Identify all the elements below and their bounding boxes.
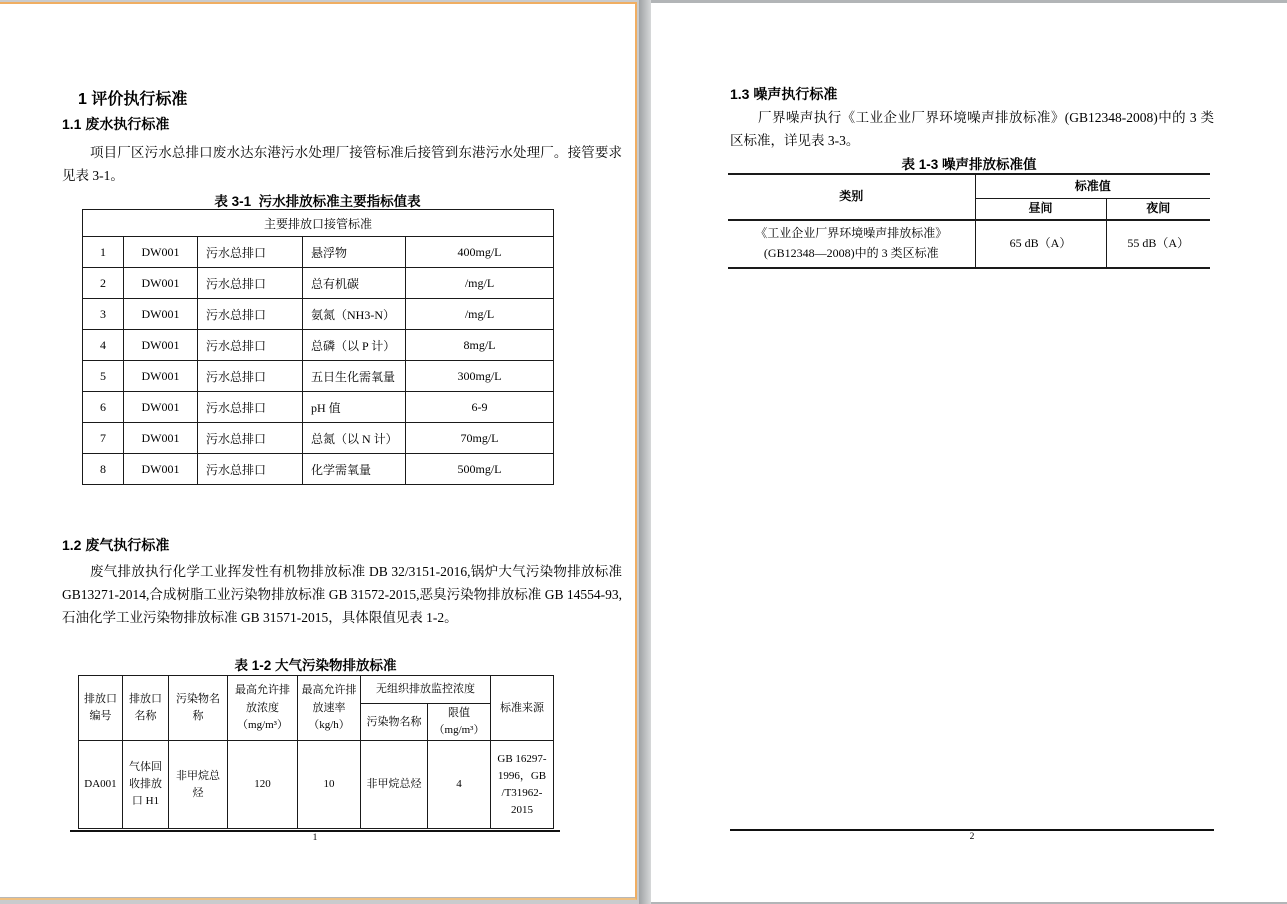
section-1-3-heading: 1.3 噪声执行标准 <box>730 86 838 102</box>
cell-source: GB 16297-1996，GB /T31962-2015 <box>491 741 554 829</box>
section-1-2-paragraph: 废气排放执行化学工业挥发性有机物排放标准 DB 32/3151-2016,锅炉大气污染物排放标准 GB13271-2014,合成树脂工业污染物排放标准 GB 31572-2015,恶臭污染物排放标准 GB 14554-93,石油化学工业污染物排放标准 GB 31571-2015，具体限值见表 1-2。 <box>62 564 622 625</box>
cell-noise-category: 《工业企业厂界环境噪声排放标准》 (GB12348—2008)中的 3 类区标准 <box>728 220 975 268</box>
section-1-3-paragraph: 厂界噪声执行《工业企业厂界环境噪声排放标准》(GB12348-2008)中的 3 类区标准，详见表 3-3。 <box>730 110 1214 148</box>
col-header-fugitive-pollutant: 污染物名称 <box>361 704 428 741</box>
cell-outlet-name: 气体回收排放口 H1 <box>123 741 169 829</box>
col-header-max-concentration: 最高允许排放浓度（mg/m³） <box>228 676 298 741</box>
cell-fugitive-limit: 4 <box>428 741 491 829</box>
col-header-daytime: 昼间 <box>975 199 1106 220</box>
col-header-fugitive-limit: 限值（mg/m³） <box>428 704 491 741</box>
cell-nighttime-limit: 55 dB（A） <box>1127 235 1190 250</box>
table-1-3-title: 表 1-3 噪声排放标准值 <box>901 157 1037 172</box>
section-1-1-paragraph: 项目厂区污水总排口废水达东港污水处理厂接管标准后接管到东港污水处理厂。接管要求见表 3-1。 <box>62 145 622 183</box>
section-1-heading: 1 评价执行标准 <box>78 91 188 108</box>
col-header-fugitive-group: 无组织排放监控浓度 <box>361 676 491 704</box>
page-gap <box>639 0 651 904</box>
table-row <box>79 741 554 829</box>
table-1-2 <box>78 675 554 829</box>
table-3-1 <box>82 209 554 485</box>
document-page-2[interactable] <box>651 0 1287 904</box>
table-row: 7 DW001 污水总排口 总氮（以 N 计） 70mg/L <box>83 423 554 454</box>
table-row: 1 DW001 污水总排口 悬浮物 400mg/L <box>83 237 554 268</box>
cell-pollutant: 非甲烷总烃 <box>169 741 228 829</box>
page-number: 2 <box>969 832 975 842</box>
table-row: 2 DW001 污水总排口 总有机碳 /mg/L <box>83 268 554 299</box>
table-row: 8 DW001 污水总排口 化学需氧量 500mg/L <box>83 454 554 485</box>
document-page-1[interactable] <box>0 2 637 900</box>
table-row: 4 DW001 污水总排口 总磷（以 P 计） 8mg/L <box>83 330 554 361</box>
page-number: 1 <box>312 833 318 843</box>
table-row: 3 DW001 污水总排口 氨氮（NH3-N） /mg/L <box>83 299 554 330</box>
col-header-standard-value: 标准值 <box>975 174 1210 199</box>
col-header-source: 标准来源 <box>491 676 554 741</box>
cell-daytime-limit: 65 dB（A） <box>975 220 1106 268</box>
cell-max-concentration: 120 <box>228 741 298 829</box>
footer-rule <box>730 829 1214 831</box>
table-3-1-header: 主要排放口接管标准 <box>83 210 554 237</box>
section-1-2-heading: 1.2 废气执行标准 <box>62 537 170 553</box>
table-1-3 <box>728 173 1210 269</box>
col-header-outlet-no: 排放口编号 <box>79 676 123 741</box>
cell-fugitive-pollutant: 非甲烷总烃 <box>361 741 428 829</box>
table-1-2-title: 表 1-2 大气污染物排放标准 <box>234 658 397 673</box>
table-3-1-title: 表 3-1 污水排放标准主要指标值表 <box>214 194 421 209</box>
col-header-max-rate: 最高允许排放速率（kg/h） <box>298 676 361 741</box>
col-header-nighttime: 夜间 <box>1106 199 1210 220</box>
table-row: 5 DW001 污水总排口 五日生化需氧量 300mg/L <box>83 361 554 392</box>
table-row <box>728 220 1210 268</box>
table-row: 6 DW001 污水总排口 pH 值 6-9 <box>83 392 554 423</box>
col-header-category: 类别 <box>728 174 975 220</box>
section-1-1-heading: 1.1 废水执行标准 <box>62 116 170 132</box>
footer-rule <box>70 830 560 832</box>
cell-max-rate: 10 <box>298 741 361 829</box>
cell-outlet-no: DA001 <box>79 741 123 829</box>
col-header-pollutant: 污染物名称 <box>169 676 228 741</box>
col-header-outlet-name: 排放口名称 <box>123 676 169 741</box>
